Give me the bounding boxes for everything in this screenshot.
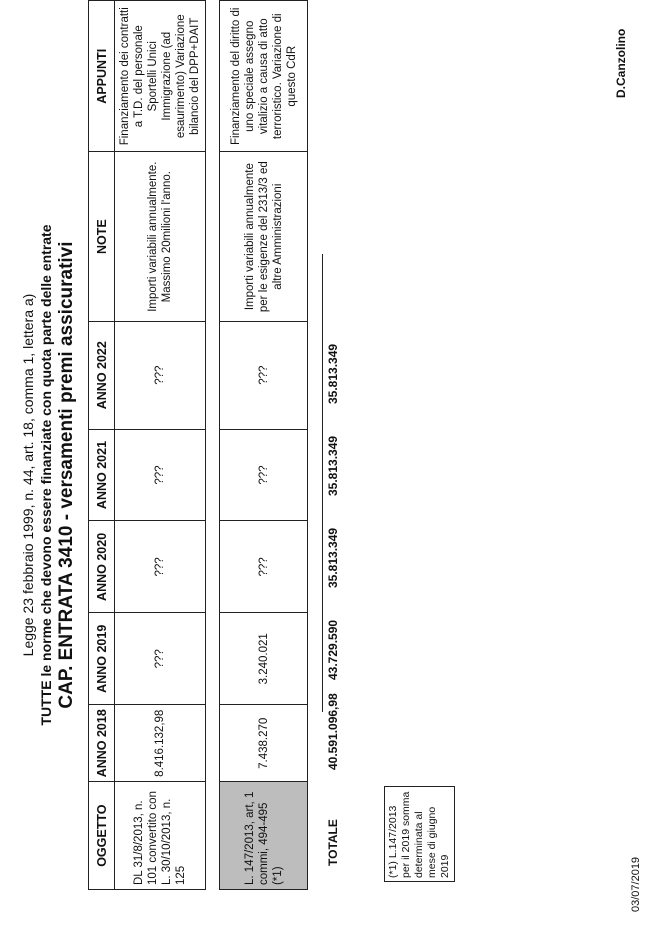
cell-oggetto: DL 31/8/2013, n. 101 convertito con L. 30/10/2013, n. 125	[115, 782, 206, 890]
column-header-appunti: APPUNTI	[89, 1, 115, 152]
cell-anno-2018: 8.416.132,98	[115, 705, 206, 782]
column-header-anno-2021: ANNO 2021	[89, 429, 115, 521]
totals-rule	[322, 254, 323, 712]
column-header-anno-2022: ANNO 2022	[89, 321, 115, 429]
cell-anno-2020: ???	[220, 521, 308, 613]
cell-appunti: Finanziamento del diritto di uno speciale assegno vitalizio a causa di atto terroristico. Variazione di questo CdR	[220, 1, 308, 152]
total-anno-2020: 35.813.349	[326, 527, 340, 588]
funding-table	[88, 0, 308, 890]
column-header-anno-2019: ANNO 2019	[89, 613, 115, 705]
column-header-oggetto: OGGETTO	[89, 782, 115, 890]
law-reference-heading: Legge 23 febbraio 1999, n. 44, art. 18, comma 1, lettera a)	[20, 293, 36, 657]
total-anno-2018: 40.591.096,98	[326, 693, 340, 770]
cell-anno-2021: ???	[115, 429, 206, 521]
table-header-row	[89, 1, 115, 890]
column-header-note: NOTE	[89, 152, 115, 321]
document-date: 03/07/2019	[630, 856, 642, 912]
table-row	[220, 1, 308, 890]
cell-note: Importi variabili annualmente. Massimo 20milioni l'anno.	[115, 152, 206, 321]
cell-appunti: Finanziamento dei contratti a T.D. del personale Sportelli Unici Immigrazione (ad esaurimento) Variazione bilancio del DPP+DAIT	[115, 1, 206, 152]
chapter-title: CAP. ENTRATA 3410 - versamenti premi assicurativi	[56, 241, 77, 709]
cell-anno-2019: 3.240.021	[220, 613, 308, 705]
cell-anno-2021: ???	[220, 429, 308, 521]
cell-anno-2019: ???	[115, 613, 206, 705]
cell-oggetto-shaded: L. 147/2013, art, 1 commi, 494-495 (*1)	[220, 782, 308, 890]
column-header-anno-2018: ANNO 2018	[89, 705, 115, 782]
table-row	[115, 1, 206, 890]
footnote-box: (*1) L.147/2013 per il 2019 somma determinata al mese di giugno 2019	[384, 786, 455, 882]
total-anno-2021: 35.813.349	[326, 435, 340, 496]
cell-anno-2022: ???	[220, 321, 308, 429]
total-anno-2019: 43.729.590	[326, 619, 340, 680]
total-anno-2022: 35.813.349	[326, 343, 340, 404]
cell-anno-2020: ???	[115, 521, 206, 613]
signature: D.Canzolino	[614, 28, 628, 98]
totals-label: TOTALE	[326, 819, 340, 866]
table-spacer-row	[206, 1, 220, 890]
cell-note: Importi variabili annualmente per le esigenze del 2313/3 ed altre Amministrazioni	[220, 152, 308, 321]
cell-anno-2022: ???	[115, 321, 206, 429]
norms-subheading: TUTTE le norme che devono essere finanziate con quota parte delle entrate	[38, 224, 54, 726]
column-header-anno-2020: ANNO 2020	[89, 521, 115, 613]
cell-anno-2018: 7.438.270	[220, 705, 308, 782]
